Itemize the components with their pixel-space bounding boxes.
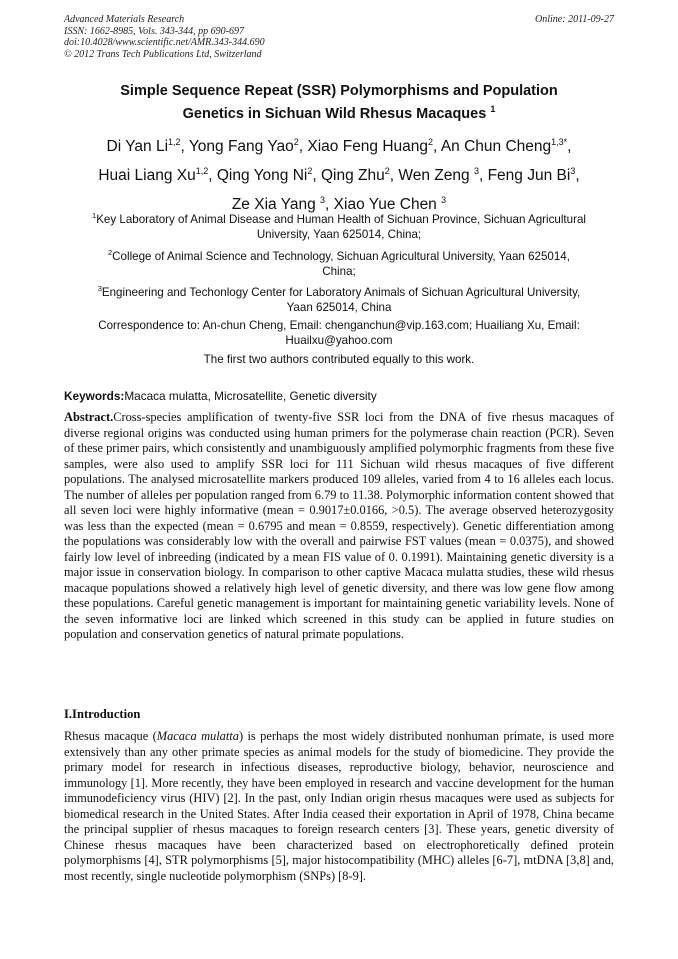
online-date: Online: 2011-09-27 (535, 14, 614, 25)
introduction-paragraph (64, 729, 614, 884)
affiliation-text: Engineering and Techonlogy Center for Laboratory Animals of Sichuan Agricultural University, (101, 285, 581, 299)
journal-header (64, 14, 614, 60)
correspondence-line-2: Huailxu@yahoo.com (285, 334, 393, 347)
correspondence-line-1: Correspondence to: An-chun Cheng, Email: chenganchun@vip.163.com; Huailiang Xu, Email: (98, 319, 580, 332)
intro-species-italic: Macaca mulatta (156, 729, 239, 743)
author-line-1: Di Yan Li$^{1,2}$, Yong Fang Yao$^2$, Xiao Feng Huang$^2$, An Chun Cheng$^{1,3*}$, (106, 137, 572, 156)
keywords-text: Macaca mulatta, Microsatellite, Genetic diversity (124, 389, 377, 403)
author-name: Di Yan Li (106, 138, 169, 156)
keywords (64, 389, 614, 404)
intro-text-start: Rhesus macaque ( (64, 729, 157, 743)
title-line-2 (64, 100, 614, 123)
abstract-text: Cross-species amplification of twenty-five SSR loci from the DNA of five rhesus macaques of diverse regional origins was conducted using human primers for the polymerase chain reaction (PCR). Seven of these primer pairs, which consistently and unambiguously amplified polymorphic fragments from these five samples, were also used to amplify SSR loci for 111 Sichuan wild rhesus macaques of five different populations. The analysed microsatellite markers produced 109 alleles, varied from 4 to 16 alleles each locus. The number of alleles per population ranged from 6.79 to 11.38. Polymorphic information content showed that all seven loci were highly informative (mean = 0.9017±0.0166, >0.5). The average observed heterozygosity was less than the expected (mean = 0.6795 and mean = 0.8559, respectively). Genetic differentiation among the populations was considerably low with the overall and pairwise FST values (mean = 0.0375), and showed fairly low level of inbreeding (indicated by a mean FIS value of 0. 0.1991). Maintaining genetic diversity is a major issue in conservation biology. In comparison to other captive Macaca mulatta studies, these wild rhesus macaque populations showed a relatively high level of genetic diversity, and there was low gene flow among these populations. Careful genetic management is important for maintaining genetic variability levels. None of the seven informative loci are linked which screened in this study can be applied in future studies on population and conservation genetics of natural primate populations. (64, 410, 614, 641)
affiliation-text: College of Animal Science and Technology, Sichuan Agricultural University, Yaan 625014, (112, 249, 570, 263)
author-name: Xiao Yue Chen (333, 196, 437, 214)
journal-name: Advanced Materials Research (64, 14, 185, 25)
title-line-2-text: Genetics in Sichuan Wild Rhesus Macaques (182, 105, 487, 122)
abstract-label: Abstract. (64, 410, 114, 424)
author-name: Huai Liang Xu (98, 167, 196, 185)
author-affil: 2 (384, 166, 390, 177)
author-affil: 3 (320, 195, 326, 206)
affiliation-3-line-2: Yaan 625014, China (286, 300, 392, 314)
author-affil: 1,3* (551, 137, 568, 147)
author-affil: 1,2 (195, 166, 209, 177)
affiliation-3-line-1 (64, 281, 614, 300)
author-name: Xiao Feng Huang (307, 138, 429, 156)
author-name: Qing Zhu (321, 167, 385, 185)
equal-contribution-note (64, 352, 614, 367)
copyright-line: © 2012 Trans Tech Publications Ltd, Switzerland (64, 48, 262, 60)
author-list (64, 130, 614, 217)
paper-title (64, 82, 614, 123)
affiliation-text: Key Laboratory of Animal Disease and Human Health of Sichuan Province, Sichuan Agricultural (96, 212, 586, 226)
affiliation-3 (64, 281, 614, 315)
doi-line: doi:10.4028/www.scientific.net/AMR.343-344.690 (64, 37, 265, 48)
author-name: Feng Jun Bi (487, 167, 571, 185)
author-line-3: Ze Xia Yang $^3$, Xiao Yue Chen $^3$ (231, 195, 447, 214)
introduction-heading: I.Introduction (64, 707, 141, 721)
affiliation-2 (64, 245, 614, 279)
affiliation-1-line-2: University, Yaan 625014, China; (256, 227, 422, 241)
author-name: An Chun Cheng (440, 138, 552, 156)
author-affil: 2 (428, 137, 434, 147)
affiliation-1 (64, 208, 614, 242)
author-affil: 3 (473, 166, 479, 177)
author-affil: 2 (293, 137, 299, 147)
author-affil: 2 (307, 166, 313, 177)
author-affil: 1,2 (168, 137, 181, 147)
title-line-1: Simple Sequence Repeat (SSR) Polymorphisms and Population (120, 83, 558, 99)
author-line-2: Huai Liang Xu$^{1,2}$, Qing Yong Ni$^2$, Qing Zhu$^2$, Wen Zeng $^3$, Feng Jun Bi$^3$, (98, 166, 580, 185)
affiliation-number: 3 (97, 284, 102, 293)
intro-text-rest: ) is perhaps the most widely distributed nonhuman primate, is used more extensively than any other primate species as animal models for the study of biomedicine. They provide the primary model for research in infectious diseases, reproductive biology, behavior, neuroscience and immunology [1]. More recently, they have been employed in research and vaccine development for the human immunodeficiency virus (HIV) [2]. In the past, only Indian origin rhesus macaques were used as subjects for biomedical research in the United States. After India ceased their exportation in April of 1978, China became the principal supplier of rhesus macaques to foreign research centers [3]. These years, genetic diversity of Chinese rhesus macaques have been characterized based on electrophoretically defined protein polymorphisms [4], STR polymorphisms [5], major histocompatibility (MHC) alleles [6-7], mtDNA [3,8] and, most recently, single nucleotide polymorphism (SNPs) [8-9]. (64, 729, 614, 883)
author-affil: 3 (570, 166, 576, 177)
correspondence (64, 318, 614, 348)
affiliation-number: 2 (108, 248, 113, 257)
abstract (64, 410, 614, 643)
affiliation-2-line-2: China; (322, 264, 356, 278)
author-affil: 3 (441, 195, 447, 206)
issn-line: ISSN: 1662-8985, Vols. 343-344, pp 690-697 (64, 25, 244, 37)
title-marker: 1 (490, 104, 496, 114)
author-name: Ze Xia Yang (231, 196, 316, 214)
keywords-label: Keywords: (64, 389, 125, 403)
affiliation-1-line-1 (64, 208, 614, 227)
equal-contribution-text: The first two authors contributed equally to this work. (203, 353, 475, 366)
author-name: Wen Zeng (398, 167, 470, 185)
author-name: Qing Yong Ni (216, 167, 308, 185)
affiliation-2-line-1 (64, 245, 614, 264)
affiliation-number: 1 (92, 211, 97, 220)
author-name: Yong Fang Yao (188, 138, 294, 156)
